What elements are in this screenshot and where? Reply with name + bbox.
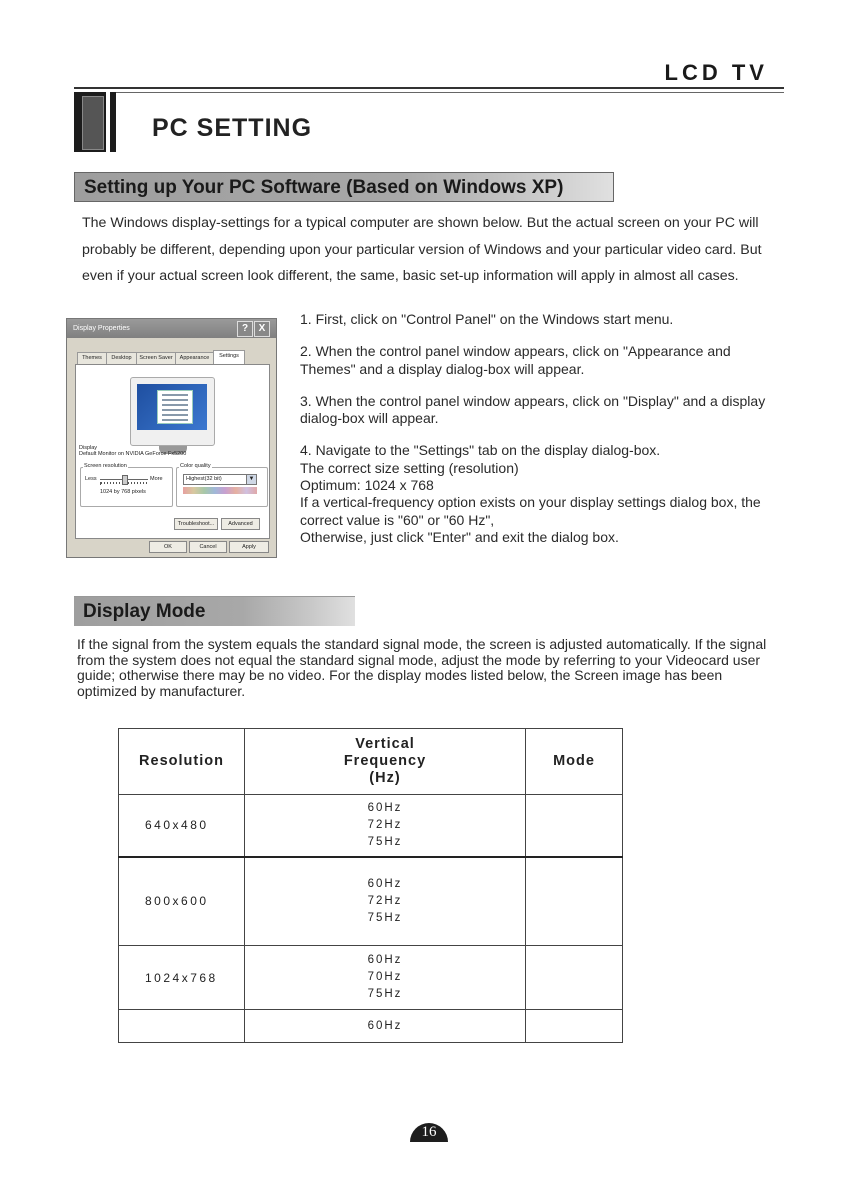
more-label: More [150,476,163,482]
tab-settings[interactable]: Settings [213,350,245,364]
monitor-icon [130,377,215,446]
color-quality-value: Highest(32 bit) [186,476,222,482]
troubleshoot-button[interactable]: Troubleshoot... [174,518,218,530]
header-rule [74,87,784,89]
frequency-cell [245,795,526,857]
chevron-down-icon[interactable]: ▼ [246,475,256,484]
mode-cell [526,795,623,857]
display-mode-table [118,728,623,1043]
tab-themes[interactable]: Themes [77,352,107,365]
freq-value: 60Hz [367,801,403,814]
mode-cell [526,857,623,946]
tab-appearance[interactable]: Appearance [175,352,214,365]
step-4: 4. Navigate to the "Settings" tab on the display dialog-box. The correct size setting (resolution) Optimum: 1024 x 768 If a vertical-frequency option exists on your display settings dialog box, the correct value is "60" or "60 Hz", Otherwise, just click "Enter" and exit the dialog box. [300,442,761,545]
step-3: 3. When the control panel window appears, click on "Display" and a display dialog-box will appear. [300,392,766,427]
header-resolution: Resolution [119,729,245,795]
color-quality-select[interactable] [183,474,257,485]
color-bar [183,487,257,494]
dialog-title: Display Properties [67,319,276,338]
ok-button[interactable]: OK [149,541,187,553]
step-2: 2. When the control panel window appears, click on "Appearance and Themes" and a display dialog-box will appear. [300,343,731,377]
freq-value: 75Hz [367,911,403,924]
resolution-group [80,467,173,507]
steps-list [300,311,770,561]
freq-value: 75Hz [367,835,403,848]
apply-button[interactable]: Apply [229,541,269,553]
freq-value: 72Hz [367,818,403,831]
resolution-cell: 640x480 [119,795,245,857]
advanced-button[interactable]: Advanced [221,518,260,530]
help-button[interactable]: ? [237,321,253,337]
table-row [119,857,623,946]
header-mode: Mode [526,729,623,795]
cancel-button[interactable]: Cancel [189,541,227,553]
header-hz: (Hz) [369,770,401,786]
less-label: Less [85,476,97,482]
page-title: PC SETTING [152,114,313,142]
close-button[interactable]: X [254,321,270,337]
frequency-cell [245,946,526,1010]
freq-value: 60Hz [367,877,403,890]
brand-label: LCD TV [664,60,768,85]
header-vertical: Vertical [355,736,415,752]
table-row [119,795,623,857]
resolution-cell [119,1010,245,1043]
display-value: Default Monitor on NVIDIA GeForce Fx5200 [79,451,187,457]
page-number: 16 [410,1123,448,1142]
resolution-cell: 1024x768 [119,946,245,1010]
table-row [119,1010,623,1043]
settings-panel [75,364,270,539]
resolution-cell: 800x600 [119,857,245,946]
freq-value: 70Hz [367,971,403,983]
resolution-value: 1024 by 768 pixels [100,489,146,495]
section-banner-display-mode: Display Mode [74,596,355,626]
display-label: Display [79,445,98,451]
freq-value: 75Hz [367,988,403,1000]
tab-screen-saver[interactable]: Screen Saver [136,352,176,365]
section-tab-mark [74,92,116,152]
display-properties-dialog [66,318,277,558]
tab-desktop[interactable]: Desktop [106,352,137,365]
mode-cell [526,946,623,1010]
frequency-cell [245,1010,526,1043]
freq-value: 72Hz [367,894,403,907]
table-row [119,946,623,1010]
freq-value: 60Hz [367,954,403,966]
step-1: 1. First, click on "Control Panel" on the Windows start menu. [300,311,674,327]
header-frequency-word: Frequency [343,753,427,769]
display-mode-paragraph: If the signal from the system equals the standard signal mode, the screen is adjusted automatically. If the signal from the system does not equal the standard signal mode, adjust the mode by referring to your Videocard user guide; otherwise there may be no video. For the display modes listed below, the Screen image has been optimized by manufacturer. [77,636,767,700]
section-banner-software: Setting up Your PC Software (Based on Windows XP) [74,172,614,202]
header-frequency [245,729,526,795]
freq-value: 60Hz [367,1019,403,1032]
color-group-label: Color quality [180,463,211,469]
resolution-slider-thumb[interactable] [122,475,128,485]
intro-paragraph: The Windows display-settings for a typical computer are shown below. But the actual screen on your PC will probably be different, depending upon your particular version of Windows and your particular video card. But even if your actual screen look different, the same, basic set-up information will apply in almost all cases. [82,215,762,284]
resolution-group-label: Screen resolution [84,463,127,469]
table-header-row [119,729,623,795]
header-rule-thin [74,92,784,93]
frequency-cell [245,857,526,946]
mode-cell [526,1010,623,1043]
